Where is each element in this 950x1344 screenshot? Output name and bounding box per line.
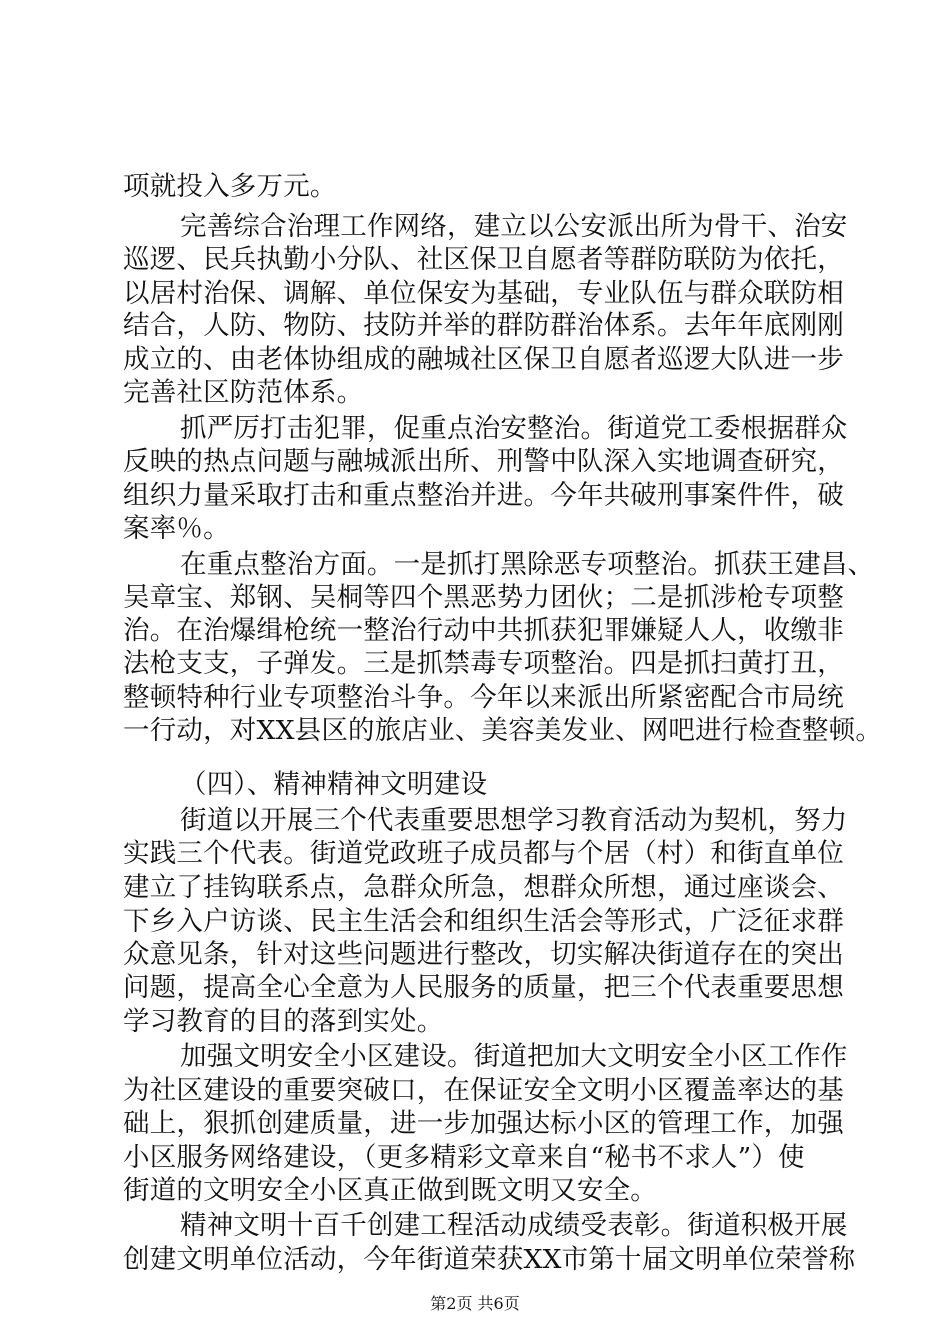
text-line: 建立了挂钩联系点，急群众所急，想群众所想，通过座谈会、 xyxy=(123,872,844,903)
text-line: 街道以开展三个代表重要思想学习教育活动为契机，努力 xyxy=(180,805,848,836)
text-line: 在重点整治方面。一是抓打黑除恶专项整治。抓获王建昌、 xyxy=(180,549,875,580)
text-line: 项就投入多万元。 xyxy=(123,171,337,202)
page-number-footer: 第2页 共6页 xyxy=(430,1294,520,1313)
text-line: 结合，人防、物防、技防并举的群防群治体系。去年年底刚刚 xyxy=(123,310,844,341)
text-line: 反映的热点问题与融城派出所、刑警中队深入实地调查研究， xyxy=(123,446,844,477)
text-line: 小区服务网络建设，（更多精彩文章来自“秘书不求人”）使 xyxy=(123,1142,805,1173)
text-line: 众意见条，针对这些问题进行整改，切实解决街道存在的突出 xyxy=(123,939,844,970)
text-line: 成立的、由老体协组成的融城社区保卫自愿者巡逻大队进一步 xyxy=(123,344,844,375)
section-heading: （四）、精神精神文明建设 xyxy=(180,769,488,800)
text-line: 学习教育的目的落到实处。 xyxy=(123,1006,444,1037)
text-line: 完善社区防范体系。 xyxy=(123,377,364,408)
text-line: 为社区建设的重要突破口，在保证安全文明小区覆盖率达的基 xyxy=(123,1075,844,1106)
text-line: 实践三个代表。街道党政班子成员都与个居（村）和街直单位 xyxy=(123,838,844,869)
text-line: 问题，提高全心全意为人民服务的质量，把三个代表重要思想 xyxy=(123,972,844,1003)
text-line: 一行动，对XX县区的旅店业、美容美发业、网吧进行检查整顿。 xyxy=(123,715,883,746)
text-line: 础上，狠抓创建质量，进一步加强达标小区的管理工作，加强 xyxy=(123,1108,844,1139)
text-line: 完善综合治理工作网络，建立以公安派出所为骨干、治安 xyxy=(180,211,848,242)
text-line: 加强文明安全小区建设。街道把加大文明安全小区工作作 xyxy=(180,1041,848,1072)
text-line: 抓严厉打击犯罪，促重点治安整治。街道党工委根据群众 xyxy=(180,413,848,444)
text-line: 案率％。 xyxy=(123,513,230,544)
text-line: 创建文明单位活动，今年街道荣获XX市第十届文明单位荣誉称 xyxy=(123,1244,856,1275)
text-line: 组织力量采取打击和重点整治并进。今年共破刑事案件件，破 xyxy=(123,480,844,511)
text-line: 吴章宝、郑钢、吴桐等四个黑恶势力团伙；二是抓涉枪专项整 xyxy=(123,582,844,613)
text-line: 整顿特种行业专项整治斗争。今年以来派出所紧密配合市局统 xyxy=(123,682,844,713)
text-line: 精神文明十百千创建工程活动成绩受表彰。街道积极开展 xyxy=(180,1210,848,1241)
text-line: 街道的文明安全小区真正做到既文明又安全。 xyxy=(123,1175,657,1206)
text-line: 治。在治爆缉枪统一整治行动中共抓获犯罪嫌疑人人，收缴非 xyxy=(123,615,844,646)
text-line: 下乡入户访谈、民主生活会和组织生活会等形式，广泛征求群 xyxy=(123,906,844,937)
text-line: 法枪支支，子弹发。三是抓禁毒专项整治。四是抓扫黄打丑， xyxy=(123,648,844,679)
text-line: 以居村治保、调解、单位保安为基础，专业队伍与群众联防相 xyxy=(123,278,844,309)
text-line: 巡逻、民兵执勤小分队、社区保卫自愿者等群防联防为依托， xyxy=(123,244,844,275)
